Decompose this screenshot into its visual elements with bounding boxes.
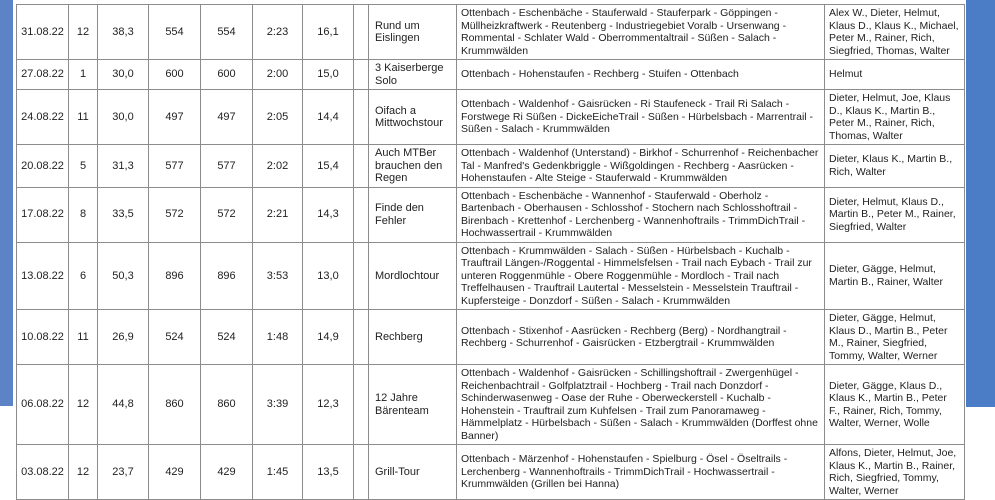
- cell-participants: Dieter, Gägge, Klaus D., Klaus K., Martin B., Peter F., Rainer, Rich, Tommy, Walter, Werner, Wolle: [825, 365, 965, 445]
- cell-duration: 2:23: [253, 5, 303, 60]
- cell-duration: 2:05: [253, 90, 303, 145]
- cell-tour-name: Grill-Tour: [369, 445, 457, 500]
- cell-spacer: [354, 242, 369, 310]
- cell-route: Ottenbach - Krummwälden - Salach - Süßen - Hürbelsbach - Kuchalb - Trauftrail Längen-/Roggental - Himmelsfelsen - Trail nach Eybach - Trail zur unteren Roggenmühle - Obere Roggenmühle - Mordloch - Trail nach Treffelhausen - Trauftrail Lautertal - Messelstein - Messelstein Trauftrail - Kupfersteige - Donzdorf - Süßen - Salach - Krummwälden: [457, 242, 825, 310]
- cell-date: 27.08.22: [17, 60, 69, 90]
- cell-participants: Helmut: [825, 60, 965, 90]
- left-page-background-bar: [0, 0, 13, 406]
- cell-riders-count: 8: [69, 187, 98, 242]
- cell-participants: Dieter, Helmut, Joe, Klaus D., Klaus K., Martin B., Peter M., Rainer, Rich, Thomas, Walter: [825, 90, 965, 145]
- cell-route: Ottenbach - Waldenhof (Unterstand) - Birkhof - Schurrenhof - Reichenbacher Tal - Manfred's Gedenkbriggle - Wißgoldingen - Rechberg - Aasrücken - Hohenstaufen - Alte Steige - Stauferwald - Krummwälden: [457, 145, 825, 188]
- table-row: [17, 310, 965, 365]
- cell-distance: 31,3: [98, 145, 149, 188]
- cell-spacer: [354, 5, 369, 60]
- cell-descent: 572: [201, 187, 253, 242]
- cell-tour-name: Rechberg: [369, 310, 457, 365]
- cell-route: Ottenbach - Hohenstaufen - Rechberg - Stuifen - Ottenbach: [457, 60, 825, 90]
- cell-duration: 2:00: [253, 60, 303, 90]
- cell-riders-count: 11: [69, 90, 98, 145]
- cell-ascent: 497: [149, 90, 201, 145]
- cell-duration: 3:53: [253, 242, 303, 310]
- cell-participants: Dieter, Helmut, Klaus D., Martin B., Peter M., Rainer, Siegfried, Walter: [825, 187, 965, 242]
- cell-descent: 429: [201, 445, 253, 500]
- cell-avg-speed: 14,4: [303, 90, 354, 145]
- cell-spacer: [354, 145, 369, 188]
- cell-participants: Alex W., Dieter, Helmut, Klaus D., Klaus K., Michael, Peter M., Rainer, Rich, Siegfried, Thomas, Walter: [825, 5, 965, 60]
- cell-riders-count: 12: [69, 445, 98, 500]
- cell-spacer: [354, 187, 369, 242]
- cell-avg-speed: 15,4: [303, 145, 354, 188]
- cell-distance: 23,7: [98, 445, 149, 500]
- cell-duration: 2:21: [253, 187, 303, 242]
- cell-distance: 30,0: [98, 60, 149, 90]
- cell-ascent: 577: [149, 145, 201, 188]
- table-row: [17, 5, 965, 60]
- cell-ascent: 860: [149, 365, 201, 445]
- cell-duration: 1:48: [253, 310, 303, 365]
- cell-date: 13.08.22: [17, 242, 69, 310]
- cell-avg-speed: 14,3: [303, 187, 354, 242]
- cell-riders-count: 12: [69, 5, 98, 60]
- cell-ascent: 572: [149, 187, 201, 242]
- cell-tour-name: 3 Kaiserberge Solo: [369, 60, 457, 90]
- cell-ascent: 896: [149, 242, 201, 310]
- tour-log-table: [16, 4, 965, 500]
- cell-descent: 577: [201, 145, 253, 188]
- cell-descent: 600: [201, 60, 253, 90]
- cell-spacer: [354, 445, 369, 500]
- cell-avg-speed: 15,0: [303, 60, 354, 90]
- cell-avg-speed: 12,3: [303, 365, 354, 445]
- cell-date: 20.08.22: [17, 145, 69, 188]
- cell-date: 17.08.22: [17, 187, 69, 242]
- cell-date: 03.08.22: [17, 445, 69, 500]
- cell-descent: 554: [201, 5, 253, 60]
- cell-avg-speed: 16,1: [303, 5, 354, 60]
- cell-riders-count: 5: [69, 145, 98, 188]
- cell-route: Ottenbach - Eschenbäche - Stauferwald - Stauferpark - Göppingen - Müllheizkraftwerk - Reutenberg - Industriegebiet Voralb - Ursenwang - Rommental - Schlater Wald - Oberrommentaltrail - Süßen - Salach - Krummwälden: [457, 5, 825, 60]
- cell-participants: Dieter, Gägge, Helmut, Martin B., Rainer, Walter: [825, 242, 965, 310]
- cell-ascent: 429: [149, 445, 201, 500]
- cell-date: 31.08.22: [17, 5, 69, 60]
- cell-descent: 860: [201, 365, 253, 445]
- table-row: [17, 445, 965, 500]
- cell-riders-count: 6: [69, 242, 98, 310]
- cell-distance: 38,3: [98, 5, 149, 60]
- table-row: [17, 242, 965, 310]
- cell-descent: 896: [201, 242, 253, 310]
- cell-spacer: [354, 60, 369, 90]
- cell-tour-name: Mordlochtour: [369, 242, 457, 310]
- cell-tour-name: Rund um Eislingen: [369, 5, 457, 60]
- cell-descent: 497: [201, 90, 253, 145]
- cell-route: Ottenbach - Waldenhof - Gaisrücken - Schillingshoftrail - Zwergenhügel - Reichenbachtrail - Golfplatztrail - Hochberg - Trail nach Donzdorf - Schinderwasenweg - Oase der Ruhe - Oberweckerstell - Kuchalb - Hohenstein - Trauftrail zum Kuhfelsen - Trail zum Panoramaweg - Hämmelplatz - Hürbelsbach - Süßen - Salach - Krummwälden (Dorffest ohne Banner): [457, 365, 825, 445]
- cell-spacer: [354, 90, 369, 145]
- cell-route: Ottenbach - Stixenhof - Aasrücken - Rechberg (Berg) - Nordhangtrail - Rechberg - Schurrenhof - Gaisrücken - Etzbergtrail - Krummwälden: [457, 310, 825, 365]
- cell-riders-count: 12: [69, 365, 98, 445]
- table-row: [17, 187, 965, 242]
- cell-spacer: [354, 365, 369, 445]
- cell-route: Ottenbach - Eschenbäche - Wannenhof - Stauferwald - Oberholz - Bartenbach - Oberhausen - Schlosshof - Stochern nach Schlosshoftrail - Birenbach - Krettenhof - Lerchenberg - Wannenhoftrails - TrimmDichTrail - Hochwassertrail - Krummwälden: [457, 187, 825, 242]
- cell-distance: 33,5: [98, 187, 149, 242]
- table-row: [17, 365, 965, 445]
- cell-duration: 2:02: [253, 145, 303, 188]
- cell-distance: 30,0: [98, 90, 149, 145]
- table-row: [17, 60, 965, 90]
- table-row: [17, 90, 965, 145]
- cell-date: 06.08.22: [17, 365, 69, 445]
- cell-distance: 26,9: [98, 310, 149, 365]
- cell-ascent: 554: [149, 5, 201, 60]
- cell-riders-count: 1: [69, 60, 98, 90]
- cell-avg-speed: 13,0: [303, 242, 354, 310]
- cell-tour-name: Finde den Fehler: [369, 187, 457, 242]
- cell-tour-name: 12 Jahre Bärenteam: [369, 365, 457, 445]
- table-row: [17, 145, 965, 188]
- cell-tour-name: Auch MTBer brauchen den Regen: [369, 145, 457, 188]
- cell-distance: 50,3: [98, 242, 149, 310]
- cell-duration: 3:39: [253, 365, 303, 445]
- cell-riders-count: 11: [69, 310, 98, 365]
- cell-route: Ottenbach - Märzenhof - Hohenstaufen - Spielburg - Ösel - Öseltrails - Lerchenberg - Wannenhoftrails - TrimmDichTrail - Hochwassertrail - Krummwälden (Grillen bei Hanna): [457, 445, 825, 500]
- cell-participants: Alfons, Dieter, Helmut, Joe, Klaus K., Martin B., Rainer, Rich, Siegfried, Tommy, Walter, Werner: [825, 445, 965, 500]
- right-page-background-bar: [966, 0, 995, 407]
- cell-descent: 524: [201, 310, 253, 365]
- cell-participants: Dieter, Gägge, Helmut, Klaus D., Martin B., Peter M., Rainer, Siegfried, Tommy, Walter, Werner: [825, 310, 965, 365]
- cell-duration: 1:45: [253, 445, 303, 500]
- cell-ascent: 524: [149, 310, 201, 365]
- cell-distance: 44,8: [98, 365, 149, 445]
- cell-participants: Dieter, Klaus K., Martin B., Rich, Walter: [825, 145, 965, 188]
- cell-avg-speed: 13,5: [303, 445, 354, 500]
- cell-avg-speed: 14,9: [303, 310, 354, 365]
- cell-tour-name: Oifach a Mittwochstour: [369, 90, 457, 145]
- cell-ascent: 600: [149, 60, 201, 90]
- cell-date: 10.08.22: [17, 310, 69, 365]
- cell-spacer: [354, 310, 369, 365]
- cell-date: 24.08.22: [17, 90, 69, 145]
- cell-route: Ottenbach - Waldenhof - Gaisrücken - Ri Staufeneck - Trail Ri Salach - Forstwege Ri Süßen - DickeEicheTrail - Süßen - Hürbelsbach - Marrentrail - Süßen - Salach - Krummwälden: [457, 90, 825, 145]
